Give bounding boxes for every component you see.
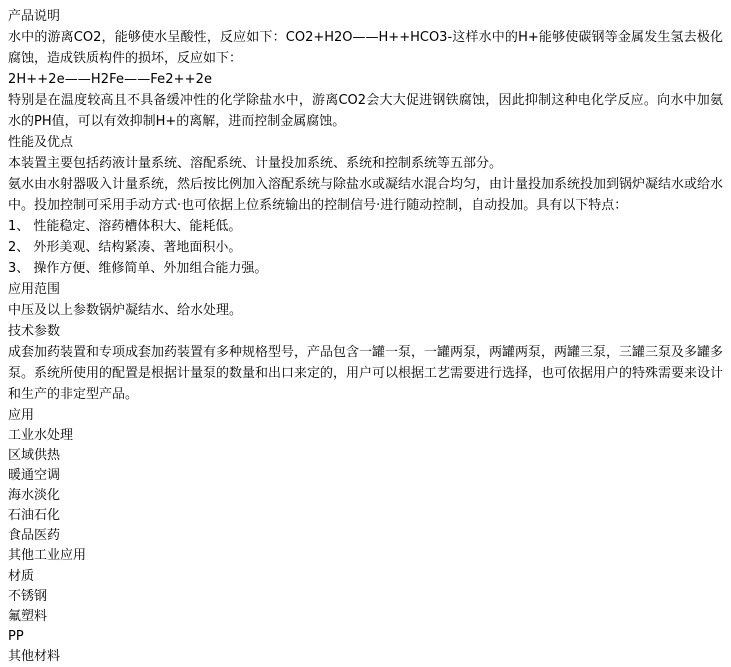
section-heading-application-scope: 应用范围 (8, 282, 61, 297)
list-item-performance-1: 1、 性能稳定、溶药槽体积大、能耗低。 (8, 219, 242, 234)
paragraph-product-description-3: 特别是在温度较高且不具备缓冲性的化学除盐水中，游离CO2会大大促进钢铁腐蚀，因此抑制这种电化学反应。向水中加氨水的PH值，可以有效抑制H+的离解，进而控制金属腐蚀。 (8, 93, 723, 129)
section-heading-performance-advantages: 性能及优点 (8, 135, 74, 150)
material-item-stainless-steel: 不锈钢 (8, 589, 48, 604)
section-heading-materials: 材质 (8, 569, 35, 584)
material-item-other: 其他材料 (8, 649, 61, 664)
application-item-hvac: 暖通空调 (8, 468, 61, 483)
material-item-fluoroplastic: 氟塑料 (8, 609, 48, 624)
section-heading-product-description: 产品说明 (8, 9, 61, 24)
section-heading-applications: 应用 (8, 408, 35, 423)
material-item-pp: PP (8, 629, 24, 644)
paragraph-performance-2: 氨水由水射器吸入计量系统，然后按比例加入溶配系统与除盐水或凝结水混合均匀，由计量投加系统投加到锅炉凝结水或给水中。投加控制可采用手动方式·也可依据上位系统输出的控制信号·进行随动控制，自动投加。具有以下特点： (8, 177, 724, 213)
paragraph-product-description-2: 2H++2e——H2Fe——Fe2++2e (8, 72, 213, 87)
application-item-other-industrial: 其他工业应用 (8, 548, 87, 563)
list-item-performance-2: 2、 外形美观、结构紧凑、著地面积小。 (8, 240, 242, 255)
paragraph-application-scope-1: 中压及以上参数锅炉凝结水、给水处理。 (8, 303, 243, 318)
paragraph-performance-1: 本装置主要包括药液计量系统、溶配系统、计量投加系统、系统和控制系统等五部分。 (8, 156, 503, 171)
application-item-industrial-water: 工业水处理 (8, 428, 74, 443)
application-item-desalination: 海水淡化 (8, 488, 61, 503)
application-item-petrochemical: 石油石化 (8, 508, 61, 523)
paragraph-product-description-1: 水中的游离CO2，能够使水呈酸性，反应如下：CO2+H2O——H++HCO3-这样水中的H+能够使碳钢等金属发生氢去极化腐蚀，造成铁质构件的损坏，反应如下： (8, 30, 723, 66)
paragraph-technical-parameters-1: 成套加药装置和专项成套加药装置有多种规格型号，产品包含一罐一泵，一罐两泵，两罐两泵，两罐三泵，三罐三泵及多罐多泵。系统所使用的配置是根据计量泵的数量和出口来定的，用户可以根据工艺需要进行选择，也可依据用户的特殊需要来设计和生产的非定型产品。 (8, 345, 724, 402)
list-item-performance-3: 3、 操作方便、维修简单、外加组合能力强。 (8, 261, 268, 276)
application-item-food-pharma: 食品医药 (8, 528, 61, 543)
application-item-district-heating: 区域供热 (8, 448, 61, 463)
section-heading-technical-parameters: 技术参数 (8, 324, 61, 339)
